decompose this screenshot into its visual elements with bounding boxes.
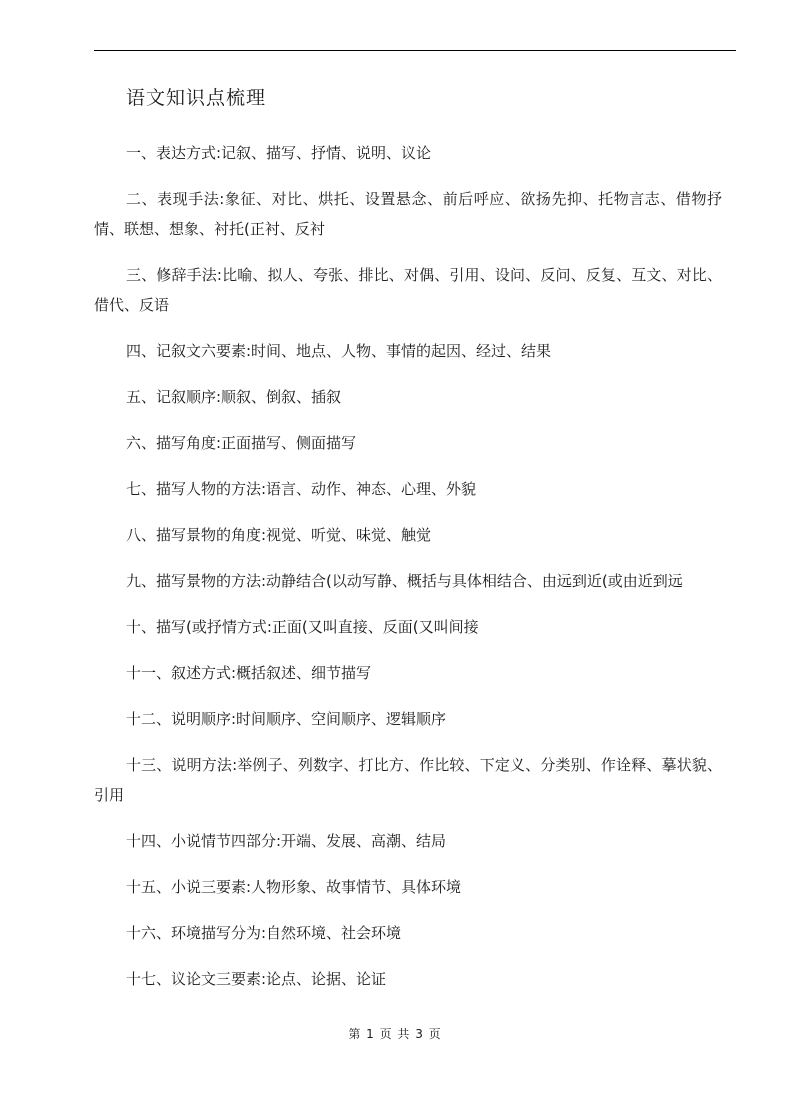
paragraph-narration-methods: 十一、叙述方式:概括叙述、细节描写 — [126, 664, 372, 682]
page-number: 第 1 页 共 3 页 — [348, 1027, 442, 1041]
paragraph-novel-elements: 十五、小说三要素:人物形象、故事情节、具体环境 — [126, 878, 462, 896]
paragraph-description-or-lyric: 十、描写(或抒情方式:正面(又叫直接、反面(又叫间接 — [126, 618, 479, 636]
page-title: 语文知识点梳理 — [126, 87, 267, 109]
paragraph-scenery-methods: 九、描写景物的方法:动静结合(以动写静、概括与具体相结合、由远到近(或由近到远 — [126, 572, 683, 590]
paragraph-expressive-techniques: 二、表现手法:象征、对比、烘托、设置悬念、前后呼应、欲扬先抑、托物言志、借物抒情、联想、想象、衬托(正衬、反衬 — [94, 190, 722, 238]
paragraph-argument-elements: 十七、议论文三要素:论点、论据、论证 — [126, 970, 387, 988]
paragraph-exposition-order: 十二、说明顺序:时间顺序、空间顺序、逻辑顺序 — [126, 710, 447, 728]
paragraph-narrative-order: 五、记叙顺序:顺叙、倒叙、插叙 — [126, 388, 342, 406]
paragraph-rhetorical-devices: 三、修辞手法:比喻、拟人、夸张、排比、对偶、引用、设问、反问、反复、互文、对比、借代、反语 — [94, 266, 722, 314]
paragraph-exposition-methods: 十三、说明方法:举例子、列数字、打比方、作比较、下定义、分类别、作诠释、摹状貌、引用 — [94, 756, 722, 804]
header-divider — [94, 50, 736, 51]
paragraph-description-angles: 六、描写角度:正面描写、侧面描写 — [126, 434, 357, 452]
paragraph-environment-description: 十六、环境描写分为:自然环境、社会环境 — [126, 924, 402, 942]
document-body — [94, 138, 722, 1010]
paragraph-novel-plot: 十四、小说情节四部分:开端、发展、高潮、结局 — [126, 832, 447, 850]
paragraph-scenery-angles: 八、描写景物的角度:视觉、听觉、味觉、触觉 — [126, 526, 432, 544]
paragraph-character-description: 七、描写人物的方法:语言、动作、神态、心理、外貌 — [126, 480, 477, 498]
paragraph-narrative-six-elements: 四、记叙文六要素:时间、地点、人物、事情的起因、经过、结果 — [126, 342, 552, 360]
paragraph-expression-modes: 一、表达方式:记叙、描写、抒情、说明、议论 — [126, 144, 432, 162]
